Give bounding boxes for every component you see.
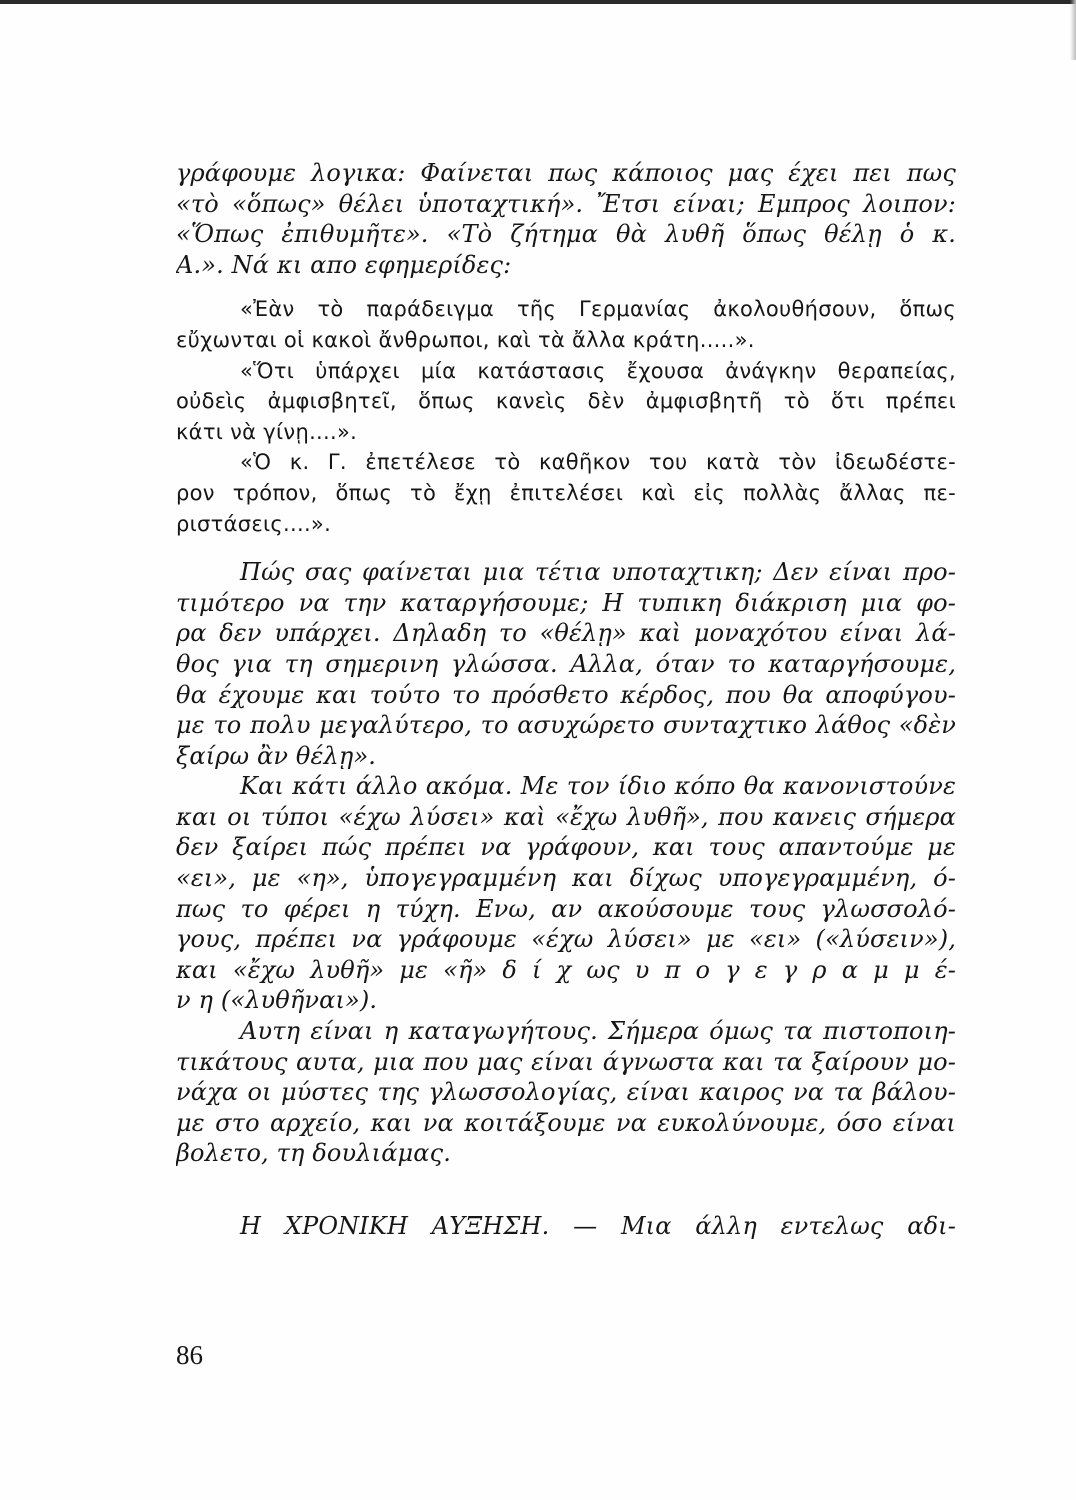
paragraph-5 — [176, 1211, 956, 1242]
text-line: βολετο, τη δουλιάμας. — [176, 1139, 452, 1168]
page-text-block — [176, 158, 956, 1242]
text-line: οὐδεὶς ἀμφισβητεῖ, ὅπως κανεὶς δὲν ἀμφισβητῆ τὸ ὅτι πρέπει — [176, 389, 956, 414]
text-line: πως το φέρει η τύχη. Ενω, αν ακούσουμε τους γλωσσολό- — [176, 894, 956, 923]
text-line: θος για τη σημερινη γλώσσα. Αλλα, όταν το καταργήσουμε, — [176, 649, 956, 678]
text-line: ν η («λυθῆναι»). — [176, 986, 378, 1015]
text-line: ρα δεν υπάρχει. Δηλαδη το «θέλῃ» καὶ μοναχότου είναι λά- — [176, 619, 956, 648]
text-line: και «ἔχω λυθῆ» με «ῆ» δ ί χ ως υ π ο γ ε γ ρ α μ μ έ- — [176, 955, 956, 984]
text-line: με το πολυ μεγαλύτερο, το ασυχώρετο συνταχτικο λάθος «δὲν — [176, 711, 956, 740]
spacer — [176, 539, 956, 557]
text-line: «Ὁ κ. Γ. ἐπετέλεσε τὸ καθῆκον του κατὰ τὸν ἰδεωδέστε- — [240, 450, 956, 475]
text-line: «Ὅτι ὑπάρχει μία κατάστασις ἔχουσα ἀνάγκην θεραπείας, — [240, 358, 956, 383]
paragraph-1 — [176, 158, 956, 280]
text-line: γράφουμε λογικα: Φαίνεται πως κάποιος μας έχει πει πως — [176, 159, 956, 187]
page-top-edge — [0, 0, 1076, 4]
paragraph-3 — [176, 771, 956, 1016]
section-heading-line: Η ΧΡΟΝΙΚΗ ΑΥΞΗΣΗ. — Μια άλλη εντελως αδι- — [240, 1212, 956, 1240]
text-line: και οι τύποι «έχω λύσει» καὶ «ἔχω λυθῆ», που κανεις σήμερα — [176, 802, 956, 831]
text-line: με στο αρχείο, και να κοιτάξουμε να ευκολύνουμε, όσο είναι — [176, 1108, 956, 1137]
text-line: θα έχουμε και τούτο το πρόσθετο κέρδος, που θα αποφύγου- — [176, 680, 956, 709]
text-line: «Ἐὰν τὸ παράδειγμα τῆς Γερμανίας ἀκολουθήσουν, ὅπως — [240, 297, 956, 322]
text-line: Α.». Νά κι απο εφημερίδες: — [176, 250, 512, 279]
page-right-edge-shadow — [1070, 0, 1076, 60]
text-line: κάτι νὰ γίνῃ....». — [176, 419, 358, 444]
text-line: Αυτη είναι η καταγωγήτους. Σήμερα όμως τα πιστοποιη- — [240, 1017, 956, 1046]
quote-2 — [176, 356, 956, 448]
text-line: εὔχωνται οἱ κακοὶ ἄνθρωποι, καὶ τὰ ἄλλα κράτη.....». — [176, 327, 755, 352]
text-line: «ει», με «η», ὑπογεγραμμένη και δίχως υπογεγραμμένη, ό- — [176, 864, 956, 893]
text-line: ριστάσεις....». — [176, 511, 332, 536]
text-line: τιμότερο να την καταργήσουμε; Η τυπικη διάκριση μια φο- — [176, 588, 956, 617]
page-number: 86 — [176, 1340, 203, 1370]
text-line: νάχα οι μύστες της γλωσσολογίας, είναι καιρος να τα βάλου- — [176, 1078, 956, 1107]
text-line: τικάτους αυτα, μια που μας είναι άγνωστα και τα ξαίρουν μο- — [176, 1047, 956, 1076]
quote-1 — [176, 294, 956, 355]
text-line: ξαίρω ἂν θέλῃ». — [176, 741, 377, 770]
paragraph-2 — [176, 557, 956, 771]
text-line: «τὸ «ὅπως» θέλει ὑποταχτική». Ἔτσι είναι; Εμπρος λοιπον: — [176, 189, 956, 218]
text-line: δεν ξαίρει πώς πρέπει να γράφουν, και τους απαντούμε με — [176, 833, 956, 862]
text-line: ρον τρόπον, ὅπως τὸ ἔχῃ ἐπιτελέσει καὶ εἰς πολλὰς ἄλλας πε- — [176, 480, 956, 505]
text-line: Και κάτι άλλο ακόμα. Με τον ίδιο κόπο θα κανονιστούνε — [240, 772, 956, 801]
paragraph-4 — [176, 1016, 956, 1169]
text-line: «Ὅπως ἐπιθυμῆτε». «Τὸ ζήτημα θὰ λυθῆ ὅπως θέλῃ ὁ κ. — [176, 220, 956, 249]
spacer — [176, 1169, 956, 1211]
text-line: γους, πρέπει να γράφουμε «έχω λύσει» με «ει» («λύσειν»), — [176, 925, 956, 954]
spacer — [176, 280, 956, 294]
quote-3 — [176, 447, 956, 539]
text-line: Πώς σας φαίνεται μια τέτια υποταχτικη; Δεν είναι προ- — [240, 558, 956, 587]
